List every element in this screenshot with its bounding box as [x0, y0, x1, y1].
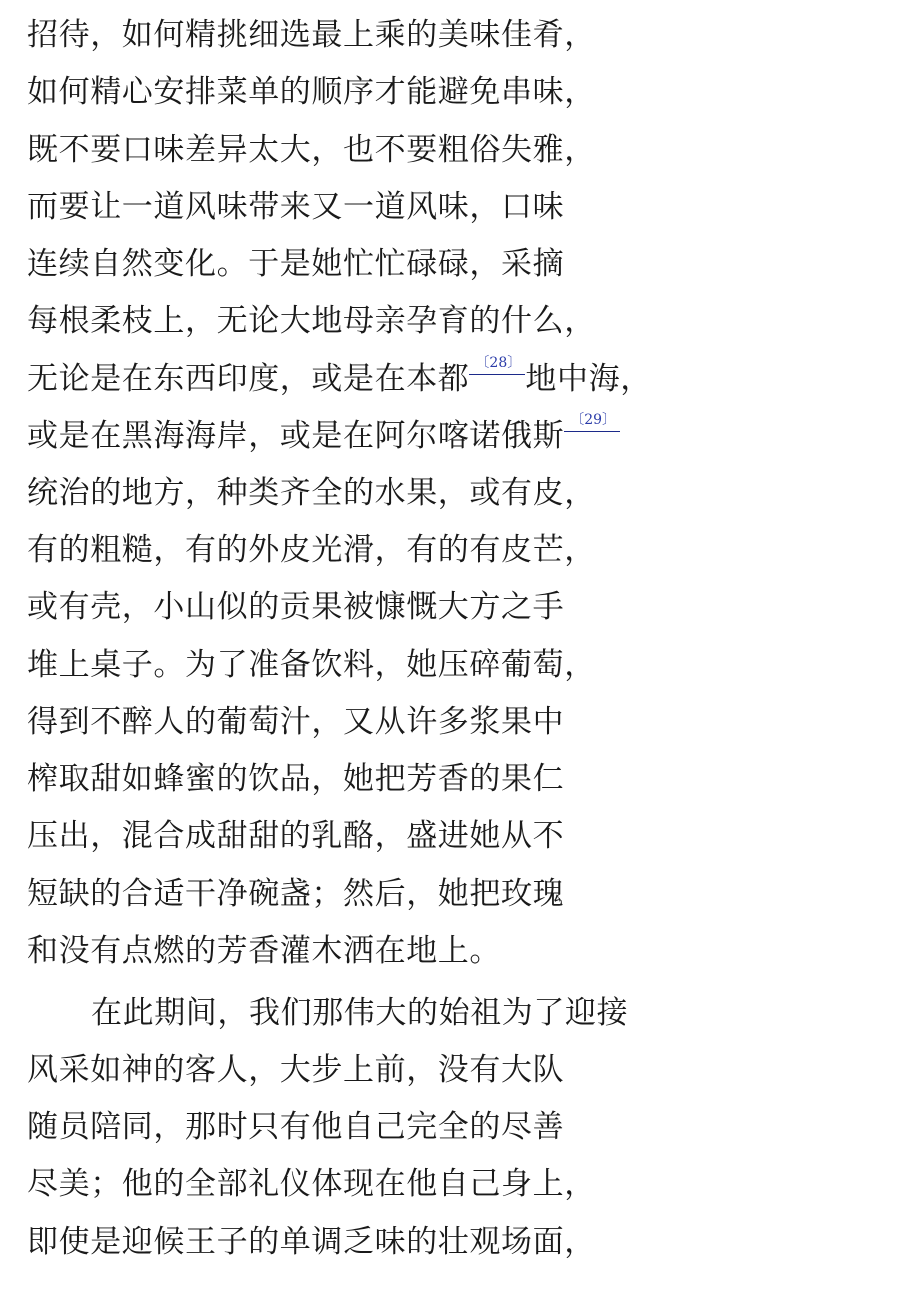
text-segment: 或是在黑海海岸，或是在阿尔喀诺俄斯	[27, 418, 565, 454]
text-line: 即使是迎候王子的单调乏味的壮观场面，	[27, 1224, 596, 1260]
text-line: 堆上桌子。为了准备饮料，她压碎葡萄，	[27, 647, 596, 683]
text-line	[27, 356, 652, 402]
text-line: 和没有点燃的芳香灌木洒在地上。	[27, 933, 501, 969]
text-line: 统治的地方，种类齐全的水果，或有皮，	[27, 475, 596, 511]
text-line: 风采如神的客人，大步上前，没有大队	[27, 1052, 565, 1088]
text-line: 短缺的合适干净碗盏；然后，她把玫瑰	[27, 876, 565, 912]
text-line: 每根柔枝上，无论大地母亲孕育的什么，	[27, 303, 596, 339]
text-line: 榨取甜如蜂蜜的饮品，她把芳香的果仁	[27, 761, 565, 797]
text-segment: 地中海，	[525, 361, 652, 397]
text-line: 得到不醉人的葡萄汁，又从许多浆果中	[27, 704, 565, 740]
footnote-number: 〔29〕	[570, 412, 617, 428]
text-line: 随员陪同，那时只有他自己完全的尽善	[27, 1109, 565, 1145]
text-line: 或有壳，小山似的贡果被慷慨大方之手	[27, 589, 565, 625]
footnote-underline	[469, 374, 525, 375]
footnote-underline	[564, 431, 620, 432]
text-segment: 无论是在东西印度，或是在本都	[27, 361, 470, 397]
text-line: 而要让一道风味带来又一道风味，口味	[27, 189, 565, 225]
text-line: 压出，混合成甜甜的乳酪，盛进她从不	[27, 818, 565, 854]
text-line: 尽美；他的全部礼仪体现在他自己身上，	[27, 1166, 596, 1202]
text-line: 招待，如何精挑细选最上乘的美味佳肴，	[27, 17, 596, 53]
text-line	[27, 413, 620, 459]
footnote-28-link[interactable]	[469, 356, 525, 402]
text-line: 如何精心安排菜单的顺序才能避免串味，	[27, 74, 596, 110]
paragraph-first-line: 在此期间，我们那伟大的始祖为了迎接	[91, 995, 629, 1031]
footnote-number: 〔28〕	[475, 355, 522, 371]
text-line: 连续自然变化。于是她忙忙碌碌，采摘	[27, 246, 565, 282]
text-line: 既不要口味差异太大，也不要粗俗失雅，	[27, 132, 596, 168]
text-line: 有的粗糙，有的外皮光滑，有的有皮芒，	[27, 532, 596, 568]
footnote-29-link[interactable]	[564, 413, 620, 459]
